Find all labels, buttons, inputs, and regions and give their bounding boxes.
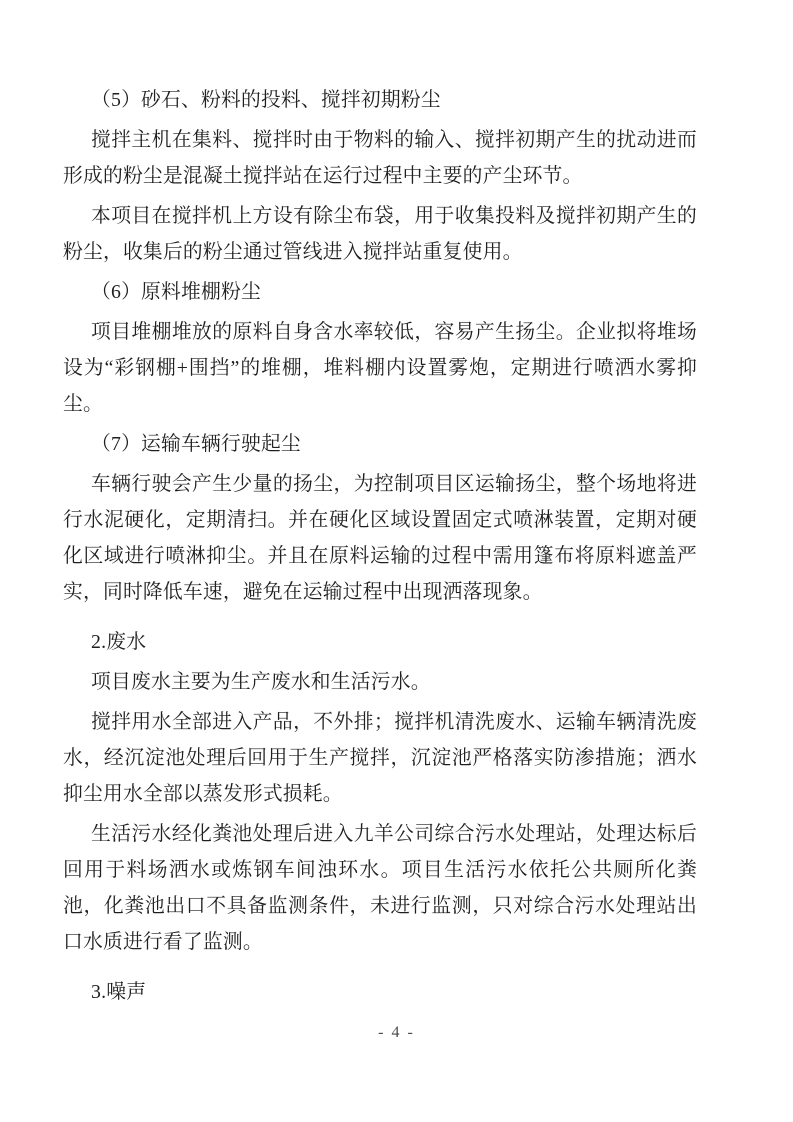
body-paragraph: 本项目在搅拌机上方设有除尘布袋，用于收集投料及搅拌初期产生的粉尘，收集后的粉尘通过管线进入搅拌站重复使用。: [63, 205, 697, 263]
numbered-heading: （7）运输车辆行驶起尘: [91, 433, 301, 455]
body-paragraph: 项目废水主要为生产废水和生活污水。: [91, 671, 431, 693]
body-paragraph: 项目堆棚堆放的原料自身含水率较低，容易产生扬尘。企业拟将堆场设为“彩钢棚+围挡”的堆棚，堆料棚内设置雾炮，定期进行喷洒水雾抑尘。: [63, 321, 697, 415]
body-paragraph: 搅拌用水全部进入产品，不外排；搅拌机清洗废水、运输车辆清洗废水，经沉淀池处理后回用于生产搅拌，沉淀池严格落实防渗措施；洒水抑尘用水全部以蒸发形式损耗。: [63, 711, 697, 805]
body-paragraph: 生活污水经化粪池处理后进入九羊公司综合污水处理站，处理达标后回用于料场洒水或炼钢车间浊环水。项目生活污水依托公共厕所化粪池，化粪池出口不具备监测条件，未进行监测，只对综合污水处理站出口水质进行看了监测。: [63, 823, 697, 953]
section-heading: 2.废水: [91, 631, 147, 653]
page-number: - 4 -: [378, 1024, 415, 1041]
body-paragraph: 车辆行驶会产生少量的扬尘，为控制项目区运输扬尘，整个场地将进行水泥硬化，定期清扫。并在硬化区域设置固定式喷淋装置，定期对硬化区域进行喷淋抑尘。并且在原料运输的过程中需用篷布将原料遮盖严实，同时降低车速，避免在运输过程中出现洒落现象。: [63, 473, 697, 603]
numbered-heading: （6）原料堆棚粉尘: [91, 281, 261, 303]
section-heading: 3.噪声: [91, 981, 147, 1003]
body-paragraph: 搅拌主机在集料、搅拌时由于物料的输入、搅拌初期产生的扰动进而形成的粉尘是混凝土搅拌站在运行过程中主要的产尘环节。: [63, 129, 697, 187]
numbered-heading: （5）砂石、粉料的投料、搅拌初期粉尘: [91, 89, 441, 111]
